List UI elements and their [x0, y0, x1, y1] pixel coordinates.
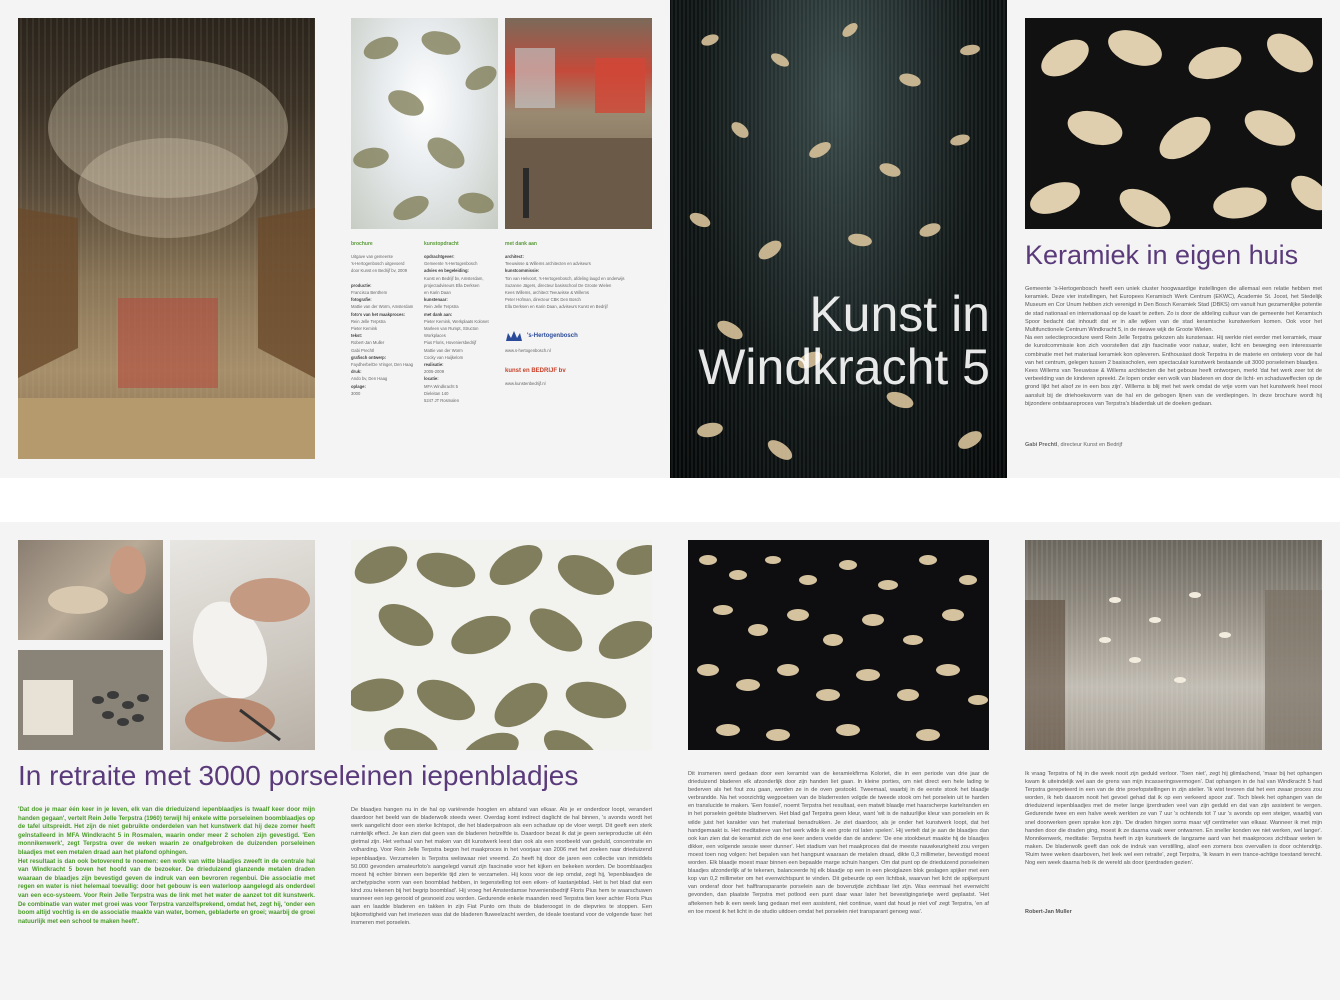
- colophon-line: Gabi Prechtl: [351, 347, 375, 353]
- dark-leaves-photo: [1025, 18, 1322, 229]
- signature-name: Gabi Prechtl: [1025, 442, 1058, 448]
- colophon-line: Gemeente 's-Hertogenbosch: [424, 261, 478, 267]
- backlit-leaves-photo: [351, 18, 498, 229]
- colophon-line: 3000: [351, 390, 361, 396]
- colophon-line: 's-Hertogenbosch uitgevoerd: [351, 261, 405, 267]
- colophon-head: brochure: [351, 241, 373, 247]
- process-photo-hands-clay: [18, 540, 163, 640]
- colophon-line: Dieleitan 140: [424, 390, 449, 396]
- colophon-lines: [424, 253, 502, 404]
- keramiek-paragraph: Na een selectieprocedure werd Rein Jelle Terpstra gekozen als kunstenaar. Hij werkte niet eerder met keramiek, maar de kunstcommissie kon zich voorstellen dat zijn fascinatie voor natuur, water, licht en beweging een interessante combinatie met het materiaal keramiek kon opleveren. Enthousiast dook Terpstra in de materie en ontwierp voor de hal van het centrum, gelegen tussen 2 basisscholen, een spectaculair kunstwerk bestaande uit 3000 porseleinen blaadjes.: [1025, 335, 1322, 366]
- retraite-intro: [18, 806, 315, 926]
- colophon-head: met dank aan: [505, 241, 537, 247]
- signature-role: , directeur Kunst en Bedrijf: [1057, 442, 1123, 448]
- colophon-line: Ella Derksen en Karin Daan, adviseurs Kunst en Bedrijf: [505, 304, 608, 310]
- colophon-line: Mattie van der Worm: [424, 347, 463, 353]
- city-logo: [505, 329, 655, 343]
- keramiek-paragraph: Kees Willems van Teeuwisse & Willems architecten die het gebouw heeft ontworpen, merkt 'dat het werk zeer tot de verbeelding van de kinderen spreekt. Ze lopen onder een wolk van bladeren en door de licht- en schaduweffecten op de grond lijkt het alsof ze in een bos zijn'. Willems is blij met het werk omdat de vrije vorm van het kunstwerk heel mooi aansluit bij de driehoeksvorm van de hal en de gebogen lijnen van de verdiepingen. In deze brochure wordt hij bijzondere ontstaansproces van Terpstra's bladerdak uit de doeken gedaan.: [1025, 368, 1322, 407]
- process-photo-leaves-board: [18, 650, 163, 750]
- leaf-cloud-photo: [688, 540, 989, 750]
- colophon-line: realisatie:: [424, 362, 444, 368]
- colophon-line: Francisca Benthem: [351, 290, 388, 296]
- retraite-signature: Robert-Jan Muller: [1025, 909, 1072, 915]
- hall-leaves-photo: [1025, 540, 1322, 750]
- cover-title: [680, 288, 990, 394]
- colophon-line: Rein Jelle Terpstra: [351, 318, 386, 324]
- colophon-lines: [505, 253, 655, 311]
- colophon-line: opdrachtgever:: [424, 254, 455, 259]
- colophon-line: grafisch ontwerp:: [351, 354, 387, 360]
- colophon-line: Uitgave van gemeente: [351, 254, 393, 259]
- colophon-line: en Karin Daan: [424, 290, 451, 296]
- retraite-col-3: Dit insmeren werd gedaan door een keramist van de keramiekfirma Koloriet, die in een periode van drie jaar de drieduizend bladeren elk afzonderlijk door zijn handen liet gaan. In kleine porties, om niet direct een hele lading te bederven als het fout zou gaan, werden ze in de oven gestookt. Tweemaal, waarbij in de eerste stook het blaadje verbrandde. Na het voorzichtig wegpoetsen van de bladerresten volgde de tweede stook om het porselein uit te harden en translucide te maken. 'Een fossiel', noemt Terpstra het resultaat, een matwit blaadje met haarscherpe kartelranden en in het porselein geëtste bladnerven. Het blad gaf Terpstra geen kleur, want 'wit is de natuurlijke kleur van porselein en ik wilde juist het karakter van het materiaal benadrukken. Je ziet daardoor, als je onder het kunstwerk loopt, dat het handgemaakt is. Het meditatieve van het werk wilde ik een grote rol laten spelen'. Hij vertelt dat je aan de blaadjes dan ook kan zien dat de keramist zich de ene keer anders voelde dan de andere: 'De ene stookbeurt maakte hij de blaadjes dikker, een volgende sessie weer dunner'. Het stadium van het maakproces dat de meeste nauwkeurigheid zou vergen moest toen nog volgen: het bepalen van het hangpunt waaraan de metalen draad, dikte 0,3 millimeter, bevestigd moest worden. Elk blaadje moest maar binnen een bepaalde marge schuin hangen. Om dat punt op de drieduizend porseleinen blaadjes afzonderlijk af te tekenen, balanceerde hij elk blaadje op een in een plexiglazen blok geslagen spijker met een kop van 0,2 millimeter om het evenwichtspunt te vinden. Dit gebeurde op een lichtbak, waarvan het licht de spijkerpunt van onderaf door het halftransparante porselein aan de bovenzijde zichtbaar liet zijn. Was eenmaal het evenwicht gevonden, dan plaatste Terpstra met potlood een punt daar waar later het bevestigingsrietje werd geplaatst. 'Het aftekenen heb ik een week lang gedaan met een assistent, niet continue, want dat houd je niet vol' zegt Terpstra, 'en af en toe moest ik het licht in de studio uitdoen omdat het porselein niet transparant genoeg was'.: [688, 771, 989, 915]
- colophon-line: architect:: [505, 254, 524, 259]
- colophon-line: kunstenaar:: [424, 297, 448, 303]
- retraite-col-4: Ik vraag Terpstra of hij in die week nooit zijn geduld verloor. 'Toen niet', zegt hij glimlachend, 'maar bij het ophangen kwam ik uiteindelijk wel aan de grens van mijn incasseringsvermogen'. Dat ophangen in de hal van Windkracht 5 had Terpstra gerepeteerd in een van de drie proefopstellingen in zijn atelier. 'Ik wist tevoren dat het een zwaar proces zou worden, ik heb daarom nooit het gevoel gehad dat ik op een verkeerd spoor zat'. Toch bleek het ophangen van de drieduizend iepenblaadjes met de meter lange ijzerdraden veel van zijn geduld en dat van zijn assistent te vergen. Gedurende twee en een halve week werkten ze van 7 uur 's ochtends tot 7 uur 's avonds op een steiger, waarbij van snel doorwerken geen sprake kon zijn. 'De draden hingen soms maar vijf centimeter van elkaar. Wanneer ik met mijn handen door die draden ging, moest ik ze daarna vaak weer ontwarren. En sneller konden we niet werken, wel langer'. Monnikenwerk, meditatie: Terpstra heeft in zijn kunstwerk de langzame aard van het maakproces zichtbaar weten te maken. De bladerwolk geeft dan ook de indruk van verstilling, alsof een zomers bos overvallen is door ochtendrijp. 'Ruim twee weken daarboven, het leek wel een retraite', zegt Terpstra, 'ik kwam in een trance-achtige toestand terecht. Nog een week daarna heb ik de wereld als door ijzerdraden gezien'.: [1025, 771, 1322, 867]
- intro-paragraph: 'Dat doe je maar één keer in je leven, elk van die drieduizend iepenblaadjes is twaalf keer door mijn handen gegaan', vertelt Rein Jelle Terpstra (1960) terwijl hij enkele witte porseleinen boomblaadjes op de tafel uitspreidt. Het zijn de niet gebruikte onderdelen van het kunstwerk dat hij deze zomer heeft geïnstalleerd in MFA Windkracht 5 in Rosmalen, waarin onder meer 2 scholen zijn gevestigd. 'Een monnikenwerk', zegt Terpstra over de weken waarin ze onafgebroken de duizenden porseleinen blaadjes met een metalen draad aan het plafond ophingen.: [18, 806, 315, 856]
- intro-paragraph: Het resultaat is dan ook betoverend te noemen: een wolk van witte blaadjes zweeft in de centrale hal van Windkracht 5 boven het hoofd van de bezoeker. De drieduizend glanzende metalen draden waaraan de blaadjes zijn bevestigd geven de indruk van een bevroren regenbui. Die associatie met regen en water is niet helemaal toevallig: door het gebouw is een waterloop aangelegd als onderdeel van een eco-systeem. Voor Rein Jelle Terpstra was de link met het water de aanzet tot dit kunstwerk. De combinatie van water met groei was voor Terpstra vanzelfsprekend, omdat het, zegt hij, 'onder een boom altijd vochtig is en de associatie maakte van water, bomen, gebladerte en groei; waarbij de groei natuurlijk met een school te maken heeft'.: [18, 857, 315, 925]
- colophon-head: kunstopdracht: [424, 241, 459, 247]
- colophon-line: tekst:: [351, 333, 363, 339]
- cover-title-line-1: Kunst in: [809, 286, 990, 342]
- colophon-line: 2005-2009: [424, 369, 445, 375]
- kb-logo: kunst en BEDRIJF bv: [505, 367, 566, 374]
- colophon-line: 5247 JT Rosmalen: [424, 398, 460, 404]
- colophon-line: locatie:: [424, 376, 439, 382]
- crown-icon: [505, 329, 523, 343]
- building-interior-photo: [505, 18, 652, 229]
- retraite-col-2: De blaadjes hangen nu in de hal op variërende hoogten en afstand van elkaar. Als je er onderdoor loopt, verandert daardoor het beeld van de bladerwolk steeds weer. Overdag komt indirect daglicht de hal binnen, 's avonds wordt het werk aangelicht door een sterke lichtspot, die het bladerpatroon als een schaduw op de vloer werpt. Dit geeft een sterk ruimtelijk effect. Je kan zien dat geen van de bladeren hetzelfde is. Daardoor bezat ik dat je geen serieproductie uit één gietmal zijn. Het verhaal van het maken van dit kunstwerk leest dan ook als een voorbeeld van geduld, concentratie en volharding. Voor Rein Jelle Terpstra begon het maakproces in het voorjaar van 2006 met het zoeken naar drieduizend iepenblaadjes. Verzamelen is Terpstra weliswaar niet vreemd. Zo heeft hij door de jaren een collectie van inmiddels 50.000 gevonden amateurfoto's aangelegd vanuit zijn fascinatie voor het kijken en bekeken worden. De boomblaadjes moest hij echter binnen een beperkte tijd zien te verzamelen. Hij koos voor de iep omdat, zegt hij, 'iepenblaadjes de archetypische vorm van een boomblad hebben, in tegenstelling tot een eiken- of kastanjeblad. Het is het blad dat een kind zou tekenen bij het begrip boomblad'. Hij vroeg het Amsterdamse hoveniersbedrijf Floris Pius hem te waarschuwen wanneer een iep gerooid of gesnoeid zou worden. Gedurende enkele maanden reed Terpstra tien keer achter Floris Pius aan en laadde bladeren en takken in zijn Fiat Punto om thuis de bladeroogst in de diepvries te stoppen. Een bijkomstigheid van het invriezen was dat de bladeren fluweelzacht werden, de ideale toestand voor de volgende fase: het insmeren met porselein.: [351, 807, 652, 927]
- colophon-line: [351, 275, 423, 282]
- colophon-line: Peter Hofman, directeur CBK Den Bosch: [505, 297, 581, 303]
- colophon-line: productie:: [351, 282, 372, 288]
- colophon-line: Suzanne Jägers, directeur basisschool De Groote Wielen: [505, 282, 612, 288]
- colophon-line: Workplaces: [424, 333, 446, 339]
- keramiek-title: Keramiek in eigen huis: [1025, 240, 1299, 270]
- colophon-line: Cocky van Huijkelom: [424, 354, 464, 360]
- hall-interior-photo: [18, 18, 315, 459]
- colophon-line: Faydherbe/De Vringer, Den Haag: [351, 362, 413, 368]
- colophon-line: fotografie:: [351, 297, 372, 303]
- colophon-line: Pius Floris, Hoveniersbedrijf: [424, 340, 477, 346]
- olive-leaves-photo: [351, 540, 652, 750]
- colophon-line: Kunst en Bedrijf bv, Amsterdam,: [424, 275, 484, 281]
- city-logo-text: 's-Hertogenbosch: [527, 332, 578, 339]
- colophon-line: advies en begeleiding:: [424, 268, 469, 274]
- process-photo-marking: [170, 540, 315, 750]
- colophon-col-1: [351, 241, 423, 397]
- colophon-line: Kees Willems, architect Teeuwisse & Willems: [505, 290, 589, 296]
- colophon-line: Rein Jelle Terpstra: [424, 304, 459, 310]
- colophon-lines: [351, 253, 423, 397]
- cover-photo: [670, 0, 1007, 478]
- colophon-line: projectadviseurs Ella Derksen: [424, 282, 480, 288]
- colophon-line: oplage:: [351, 383, 366, 389]
- cover-title-line-2: Windkracht 5: [698, 339, 990, 395]
- colophon-line: Ando bv, Den Haag: [351, 376, 388, 382]
- colophon-line: Marleen van Rumpt, Structon: [424, 326, 479, 332]
- keramiek-paragraph: Gemeente 's-Hertogenbosch heeft een uniek cluster hoogwaardige instellingen die allemaal een relatie hebben met keramiek. Deze vier instellingen, het Europees Keramisch Werk Centrum (EKWC), Academie St. Joost, het Stedelijk Museum en Cor Unum hebben zich verenigd in Den Bosch Keramiek Stad (DBKS) om vanuit hun gezamenlijke potentie de stad nationaal en internationaal op de kaart te zetten. Zo is door de afdeling cultuur van de gemeente het Keramisch Spoor bedacht dat inhoudt dat er in alle wijken van de stad keramische kunstwerken komen. Ook voor het Multifunctionele Centrum Windkracht 5, in de nieuwe wijk de Groote Wielen.: [1025, 286, 1322, 334]
- colophon-col-2: [424, 241, 502, 404]
- colophon-line: Pieter Kemink: [351, 326, 378, 332]
- colophon-line: Ton van Helvoort, 's-Hertogenbosch, afdeling laugd en onderwijs: [505, 275, 625, 281]
- colophon-line: MFA Windkracht 5: [424, 383, 458, 389]
- colophon-col-3: [505, 241, 655, 387]
- colophon-line: kunstcommissie:: [505, 268, 540, 274]
- colophon-line: Robert-Jan Muller: [351, 340, 385, 346]
- colophon-line: Teeuwisse & Willems architecten en adviseurs: [505, 261, 591, 267]
- keramiek-body: [1025, 285, 1322, 408]
- colophon-line: door Kunst en Bedrijf bv, 2009: [351, 268, 408, 274]
- colophon-line: druk:: [351, 369, 362, 375]
- colophon-line: met dank aan:: [424, 311, 453, 317]
- colophon-line: foto's van het maakproces:: [351, 311, 406, 317]
- retraite-title: In retraite met 3000 porseleinen iepenbladjes: [18, 760, 579, 791]
- colophon-line: Mattie van der Worm, Amsterdam: [351, 304, 414, 310]
- city-url[interactable]: www.s-hertogenbosch.nl: [505, 347, 551, 353]
- colophon-line: Pieter Kemink, Werkplaats Kolonet: [424, 318, 489, 324]
- keramiek-signature: [1025, 442, 1122, 448]
- kb-url[interactable]: www.kunstenbedrijf.nl: [505, 380, 546, 386]
